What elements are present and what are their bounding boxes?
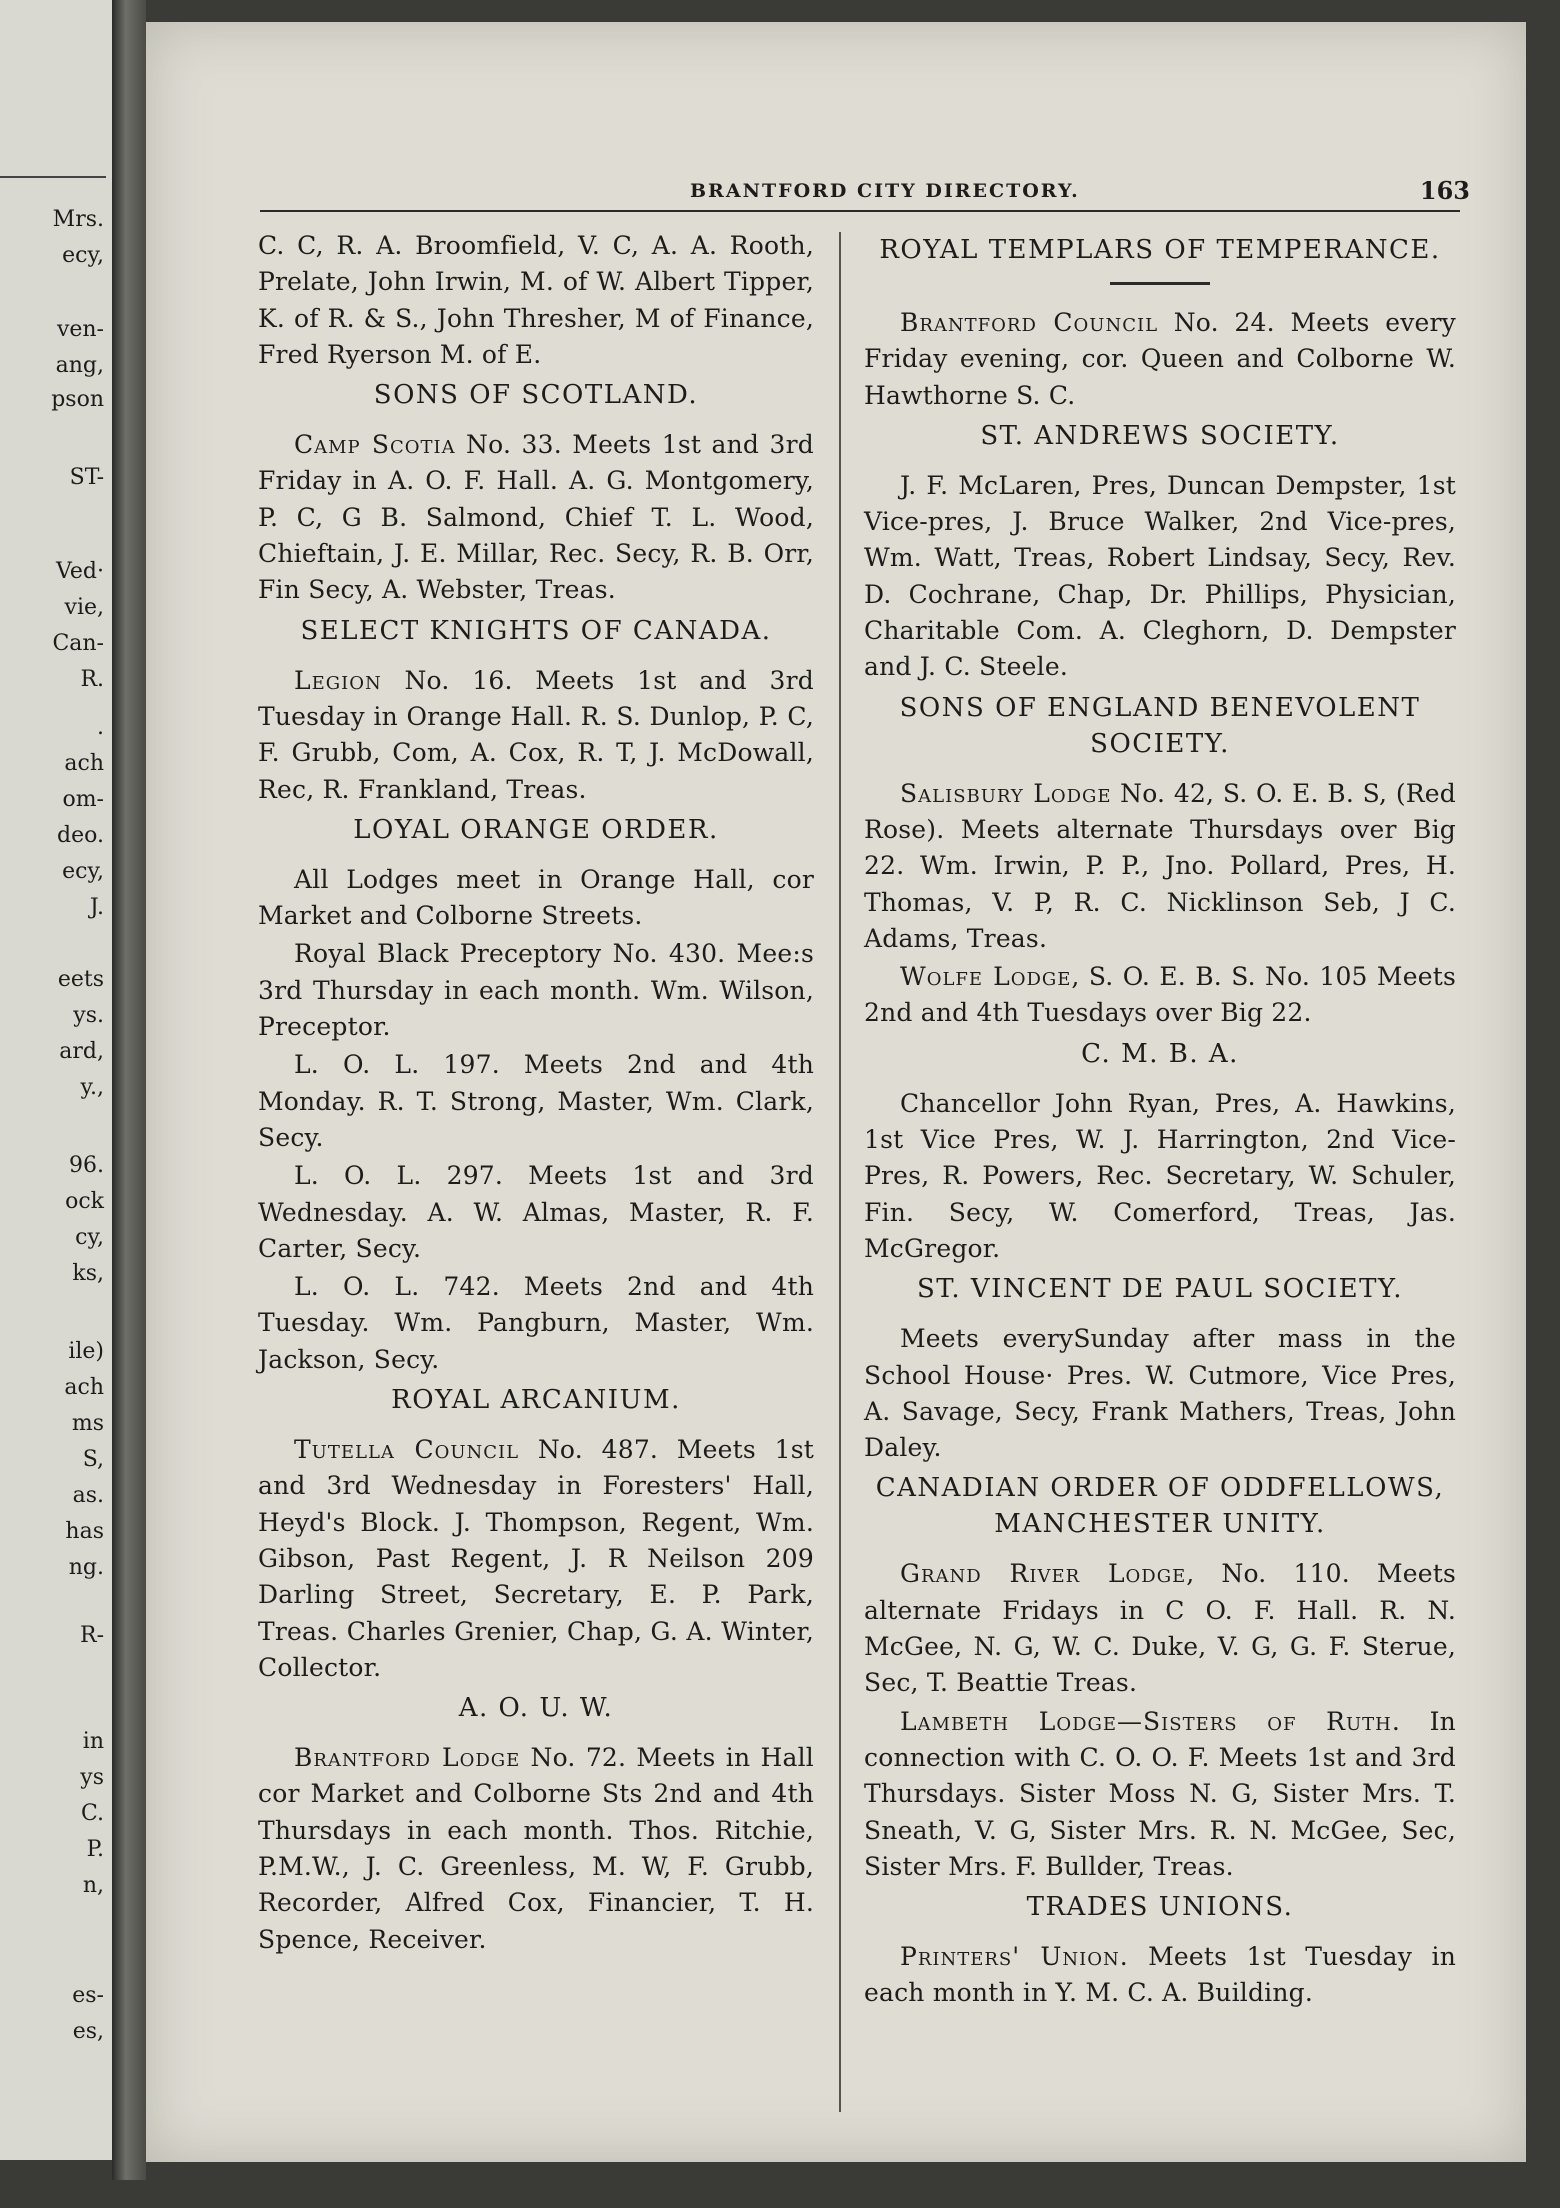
entry-lead: Salisbury Lodge — [900, 778, 1112, 808]
section-heading: ROYAL TEMPLARS OF TEMPERANCE. — [879, 235, 1441, 265]
facing-page-fragment: R- — [80, 1623, 104, 1648]
entry-text: L. O. L. 297. Meets 1st and 3rd Wednesday. A. W. Almas, Master, R. F. Carter, Secy. — [258, 1161, 814, 1263]
facing-page-fragment: ecy, — [62, 859, 104, 884]
facing-page-fragment: ach — [64, 751, 104, 776]
section-heading: SONS OF SCOTLAND. — [373, 380, 699, 411]
facing-page-fragment: ks, — [72, 1261, 104, 1286]
entry-lead: Legion — [294, 665, 382, 695]
facing-page-fragment: y., — [80, 1075, 104, 1100]
entry-lead: Lambeth Lodge—Sisters of Ruth. — [900, 1706, 1401, 1736]
facing-page-fragment: J. — [89, 895, 104, 920]
section-heading: ST. VINCENT DE PAUL SOCIETY. — [917, 1274, 1403, 1305]
entry-text: , No. 110. Meets alternate Fridays in C O. F. Hall. R. N. McGee, N. G, W. C. Duke, V. G, G. F. Sterue, Sec, T. Beattie Treas. — [864, 1559, 1457, 1698]
directory-page — [146, 22, 1526, 2162]
facing-page-fragment: ard, — [59, 1039, 104, 1064]
book-spine — [112, 0, 146, 2180]
entry-text: L. O. L. 197. Meets 2nd and 4th Monday. R. T. Strong, Master, Wm. Clark, Secy. — [258, 1050, 814, 1152]
facing-page-fragment: ven- — [56, 317, 104, 342]
facing-page-fragment: pson — [51, 387, 104, 412]
entry-text: No. 24. Meets every Friday evening, cor. Queen and Colborne W. Hawthorne S. C. — [864, 308, 1456, 410]
entry-text: No. 72. Meets in Hall cor Market and Colborne Sts 2nd and 4th Thursdays in each month. Thos. Ritchie, P.M.W., J. C. Greenless, M. W, F. Grubb, Recorder, Alfred Cox, Financier, T. H. Spence, Receiver. — [258, 1743, 814, 1954]
facing-page-fragment: has — [65, 1519, 104, 1544]
facing-page-fragment: S, — [82, 1447, 104, 1472]
right-column — [864, 228, 1456, 2014]
entry-lead: Grand River Lodge — [900, 1559, 1187, 1589]
section-heading: CANADIAN ORDER OF ODDFELLOWS, MANCHESTER UNITY. — [875, 1473, 1445, 1540]
entry-lead: Brantford Council — [900, 308, 1159, 337]
section-heading: C. M. B. A. — [1081, 1038, 1239, 1069]
entry-text: No. 42, S. O. E. B. S, (Red Rose). Meets alternate Thursdays over Big 22. Wm. Irwin, P. P., Jno. Pollard, Pres, H. Thomas, V. P, R. C. Nicklinson Seb, J C. Adams, Treas. — [864, 778, 1456, 953]
entry-lead: Tutella Council — [294, 1435, 520, 1465]
facing-page-fragment: cy, — [75, 1225, 104, 1250]
section-heading: ROYAL ARCANIUM. — [391, 1385, 681, 1416]
entry-text: C. C, R. A. Broomfield, V. C, A. A. Rooth, Prelate, John Irwin, M. of W. Albert Tipper, K. of R. & S., John Thresher, M of Finance, Fred Ryerson M. of E. — [258, 231, 814, 369]
facing-page-fragment: ock — [65, 1189, 104, 1214]
facing-page-fragment: es- — [72, 1983, 104, 2008]
entry-paragraph — [864, 959, 1456, 1032]
entry-paragraph — [258, 663, 814, 808]
facing-page-fragment: 96. — [69, 1153, 104, 1178]
entry-lead: Wolfe Lodge — [900, 962, 1072, 992]
section-heading: SONS OF ENGLAND BENEVOLENT SOCIETY. — [899, 692, 1421, 759]
entry-lead: Brantford Lodge — [294, 1743, 521, 1773]
entry-paragraph — [258, 427, 814, 608]
facing-page-fragment: vie, — [64, 595, 104, 620]
section-heading: LOYAL ORANGE ORDER. — [353, 814, 719, 845]
entry-text: , S. O. E. B. S. No. 105 Meets 2nd and 4th Tuesdays over Big 22. — [864, 962, 1457, 1028]
facing-page-fragment: eets — [57, 967, 104, 992]
facing-page-fragment: n, — [82, 1873, 104, 1898]
section-heading: A. O. U. W. — [458, 1693, 614, 1724]
entry-paragraph — [864, 1704, 1456, 1885]
facing-page-edge — [0, 0, 112, 2160]
entry-text: Chancellor John Ryan, Pres, A. Hawkins, 1st Vice Pres, W. J. Harrington, 2nd Vice-Pres, R. Powers, Rec. Secretary, W. Schuler, Fin. Secy, W. Comerford, Treas, Jas. McGregor. — [864, 1088, 1456, 1263]
entry-paragraph — [258, 1047, 814, 1156]
entry-text: Meets 1st Tuesday in each month in Y. M. C. A. Building. — [864, 1942, 1456, 2008]
section-heading: SELECT KNIGHTS OF CANADA. — [300, 615, 772, 646]
facing-page-fragment: ST- — [69, 465, 104, 490]
facing-page-fragment: ng. — [68, 1555, 104, 1580]
entry-lead: Camp Scotia — [294, 430, 456, 460]
facing-page-fragment: ile) — [68, 1339, 104, 1364]
entry-paragraph — [258, 1432, 814, 1686]
section-heading: TRADES UNIONS. — [1026, 1892, 1294, 1923]
entry-text: Royal Black Preceptory No. 430. Mee:s 3rd Thursday in each month. Wm. Wilson, Preceptor. — [258, 939, 814, 1042]
header-rule — [260, 210, 1460, 212]
heading-rule — [1110, 282, 1210, 285]
entry-paragraph — [864, 305, 1456, 414]
entry-paragraph — [258, 1740, 814, 1958]
entry-paragraph — [258, 862, 814, 935]
entry-paragraph — [864, 1939, 1456, 2012]
left-column — [258, 228, 814, 1960]
entry-text: No. 16. Meets 1st and 3rd Tuesday in Orange Hall. R. S. Dunlop, P. C, F. Grubb, Com, A. Cox, R. T, J. McDowall, Rec, R. Frankland, Treas. — [258, 665, 814, 804]
facing-page-fragment: ys. — [73, 1003, 104, 1028]
entry-text: Meets everySunday after mass in the School House· Pres. W. Cutmore, Vice Pres, A. Savage, Secy, Frank Mathers, Treas, John Daley. — [864, 1324, 1456, 1463]
entry-text: All Lodges meet in Orange Hall, cor Market and Colborne Streets. — [258, 864, 814, 931]
facing-page-fragment: Can- — [52, 631, 104, 656]
entry-paragraph — [864, 1556, 1456, 1701]
facing-page-fragment: C. — [80, 1801, 104, 1826]
entry-paragraph — [864, 1086, 1456, 1267]
facing-page-fragment: ang, — [55, 353, 104, 378]
entry-paragraph — [258, 936, 814, 1045]
facing-page-fragment: ecy, — [62, 243, 104, 268]
entry-paragraph — [258, 1269, 814, 1378]
facing-page-fragment: om- — [62, 787, 104, 812]
entry-text: J. F. McLaren, Pres, Duncan Dempster, 1st Vice-pres, J. Bruce Walker, 2nd Vice-pres, Wm. Watt, Treas, Robert Lindsay, Secy, Rev. D. Cochrane, Chap, Dr. Phillips, Physician, Charitable Com. A. Cleghorn, D. Dempster and J. C. Steele. — [864, 470, 1456, 682]
entry-text: L. O. L. 742. Meets 2nd and 4th Tuesday. Wm. Pangburn, Master, Wm. Jackson, Secy. — [258, 1272, 814, 1374]
entry-paragraph — [258, 228, 814, 373]
entry-text: No. 487. Meets 1st and 3rd Wednesday in Foresters' Hall, Heyd's Block. J. Thompson, Regent, Wm. Gibson, Past Regent, J. R Neilson 209 Darling Street, Secretary, E. P. Park, Treas. Charles Grenier, Chap, G. A. Winter, Collector. — [258, 1435, 815, 1682]
facing-page-fragment: in — [82, 1729, 104, 1754]
facing-page-fragment: Mrs. — [52, 207, 104, 232]
facing-page-fragment: ach — [64, 1375, 104, 1400]
facing-page-fragment: es, — [72, 2019, 104, 2044]
facing-page-fragment: as. — [72, 1483, 104, 1508]
facing-page-fragment: ms — [71, 1411, 104, 1436]
column-divider — [839, 232, 841, 2112]
page-number: 163 — [1419, 176, 1470, 205]
facing-page-fragment: ys — [80, 1765, 104, 1790]
entry-paragraph — [864, 776, 1456, 957]
section-heading: ST. ANDREWS SOCIETY. — [980, 420, 1340, 451]
running-title: BRANTFORD CITY DIRECTORY. — [690, 180, 1080, 202]
facing-page-fragment: deo. — [57, 823, 104, 848]
entry-text: In connection with C. O. O. F. Meets 1st and 3rd Thursdays. Sister Moss N. G, Sister Mrs. T. Sneath, V. G, Sister Mrs. R. N. McGee, Sec, Sister Mrs. F. Bullder, Treas. — [864, 1706, 1456, 1881]
entry-text: No. 33. Meets 1st and 3rd Friday in A. O. F. Hall. A. G. Montgomery, P. C, G B. Salmond, Chief T. L. Wood, Chieftain, J. E. Millar, Rec. Secy, R. B. Orr, Fin Secy, A. Webster, Treas. — [258, 430, 814, 605]
entry-paragraph — [258, 1158, 814, 1267]
facing-page-fragment: R. — [80, 667, 104, 692]
page-header — [260, 176, 1470, 210]
entry-lead: Printers' Union. — [900, 1942, 1129, 1972]
facing-page-fragment: P. — [86, 1837, 104, 1862]
facing-page-fragment: . — [97, 715, 104, 740]
facing-page-fragment: Ved· — [56, 559, 104, 584]
entry-paragraph — [864, 1321, 1456, 1466]
entry-paragraph — [864, 468, 1456, 686]
facing-page-rule — [0, 176, 106, 178]
